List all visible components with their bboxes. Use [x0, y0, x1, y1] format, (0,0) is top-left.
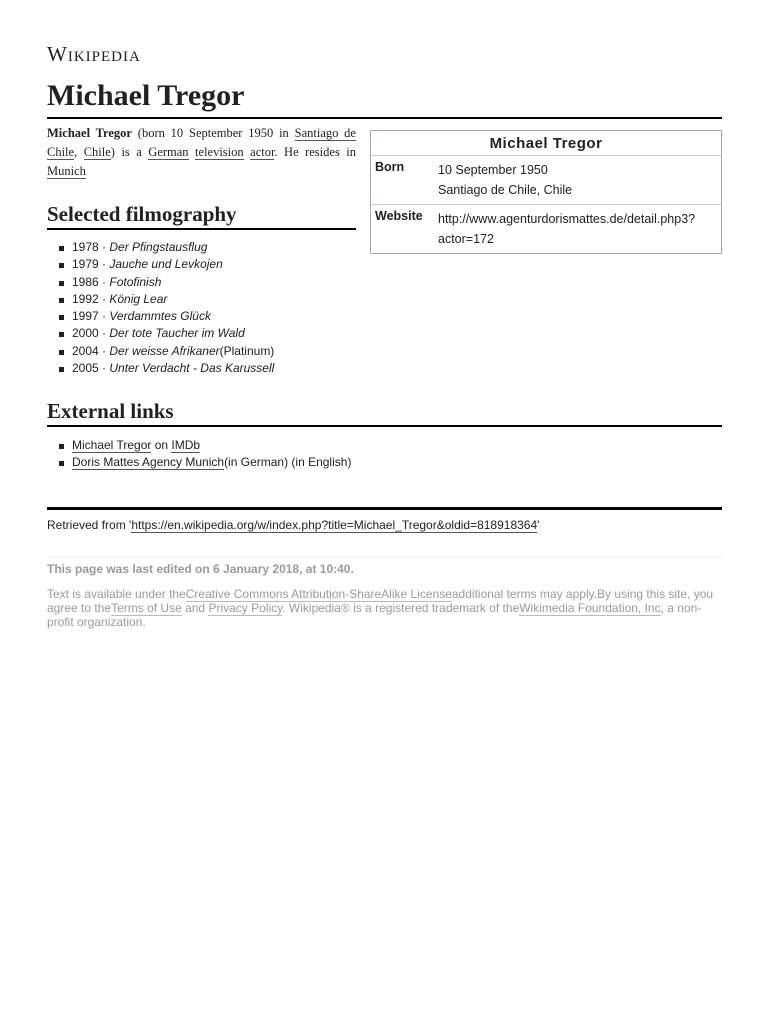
film-year: 1997 · — [72, 309, 110, 324]
list-item — [47, 291, 274, 308]
film-year: 1986 · — [72, 274, 110, 289]
list-item — [47, 437, 351, 454]
website-url-line-1[interactable]: http://www.agenturdorismattes.de/detail.php3? — [438, 212, 696, 226]
link-wikimedia-foundation[interactable]: Wikimedia Foundation, Inc — [519, 601, 661, 615]
license-fragment: . Wikipedia® is a registered trademark of the — [282, 601, 520, 615]
page-title: Michael Tregor — [47, 79, 245, 112]
license-fragment: Text is available under the — [47, 587, 186, 601]
retrieved-from — [47, 518, 539, 532]
filmography-divider — [47, 228, 356, 230]
lead-paragraph — [47, 124, 356, 181]
filmography-list — [47, 239, 274, 377]
film-title: Unter Verdacht - Das Karussell — [109, 361, 275, 376]
link-imdb[interactable]: IMDb — [171, 438, 201, 452]
link-terms-of-use[interactable]: Terms of Use — [111, 601, 182, 615]
retrieved-prefix: Retrieved from ' — [47, 518, 132, 532]
list-item — [47, 256, 274, 273]
filmography-heading: Selected filmography — [47, 202, 237, 226]
retrieved-suffix: ' — [537, 518, 540, 532]
license-fragment: additional terms may apply.By using this site, you agree to the — [47, 587, 714, 615]
born-date: 10 September 1950 — [438, 163, 548, 177]
website-url-line-2[interactable]: actor=172 — [438, 232, 494, 246]
wikipedia-wordmark[interactable]: Wikipedia — [47, 42, 141, 66]
list-item — [47, 343, 274, 360]
film-year: 2000 · — [72, 326, 110, 341]
film-title: Jauche und Levkojen — [109, 257, 223, 272]
link-doris-mattes-agency[interactable]: Doris Mattes Agency Munich — [72, 455, 225, 470]
film-title: Der weisse Afrikaner — [109, 343, 220, 358]
link-languages: (in German) (in English) — [224, 455, 352, 470]
lead-text: . He resides in — [274, 145, 357, 159]
license-text — [47, 587, 722, 629]
link-munich[interactable]: Munich — [47, 164, 86, 178]
list-item — [47, 454, 351, 471]
link-privacy-policy[interactable]: Privacy Policy — [208, 601, 283, 615]
lead-text: ) is a — [110, 145, 149, 159]
link-television[interactable]: television — [195, 145, 244, 159]
infobox — [370, 130, 722, 254]
born-place: Santiago de Chile, Chile — [438, 183, 573, 197]
external-links-divider — [47, 425, 722, 427]
last-edited: This page was last edited on 6 January 2018, at 10:40. — [47, 562, 354, 576]
infobox-website-value[interactable] — [434, 205, 722, 254]
infobox-website-label: Website — [371, 205, 435, 254]
list-item — [47, 274, 274, 291]
film-title: Verdammtes Glück — [109, 309, 211, 324]
link-imdb-profile[interactable]: Michael Tregor — [72, 438, 152, 452]
infobox-caption: Michael Tregor — [371, 131, 722, 156]
license-fragment: and — [181, 601, 209, 615]
link-santiago-de-chile[interactable]: Santiago de Chile — [47, 126, 356, 159]
footer-thin-divider — [47, 556, 722, 557]
film-title: Der tote Taucher im Wald — [109, 326, 245, 341]
list-item — [47, 360, 274, 377]
link-cc-license[interactable]: Creative Commons Attribution-ShareAlike License — [185, 587, 452, 601]
footer-divider — [47, 507, 722, 510]
infobox-born-value — [434, 156, 722, 205]
lead-text: , — [74, 145, 84, 159]
film-year: 1992 · — [72, 291, 110, 306]
external-links-list — [47, 437, 351, 472]
link-actor[interactable]: actor — [250, 145, 275, 159]
list-item — [47, 239, 274, 256]
list-item — [47, 308, 274, 325]
film-year: 2004 · — [72, 343, 110, 358]
film-title: König Lear — [109, 291, 168, 306]
external-links-heading: External links — [47, 399, 174, 423]
title-divider — [47, 117, 722, 119]
link-german[interactable]: German — [148, 145, 189, 159]
film-title: Der Pfingstausflug — [109, 240, 208, 254]
link-text: on — [151, 438, 172, 452]
retrieved-url-link[interactable]: https://en.wikipedia.org/w/index.php?title=Michael_Tregor&oldid=818918364 — [131, 518, 538, 532]
license-fragment: , a non-profit organization. — [47, 601, 702, 629]
film-title: Fotofinish — [109, 274, 162, 289]
lead-text: (born 10 September 1950 in — [131, 126, 295, 140]
film-year: 1979 · — [72, 257, 110, 272]
list-item — [47, 325, 274, 342]
film-year: 2005 · — [72, 361, 110, 376]
link-chile[interactable]: Chile — [83, 145, 111, 159]
lead-subject: Michael Tregor — [47, 126, 132, 140]
film-extra: (Platinum) — [219, 343, 275, 358]
film-year: 1978 · — [72, 240, 110, 254]
infobox-born-label: Born — [375, 160, 405, 174]
